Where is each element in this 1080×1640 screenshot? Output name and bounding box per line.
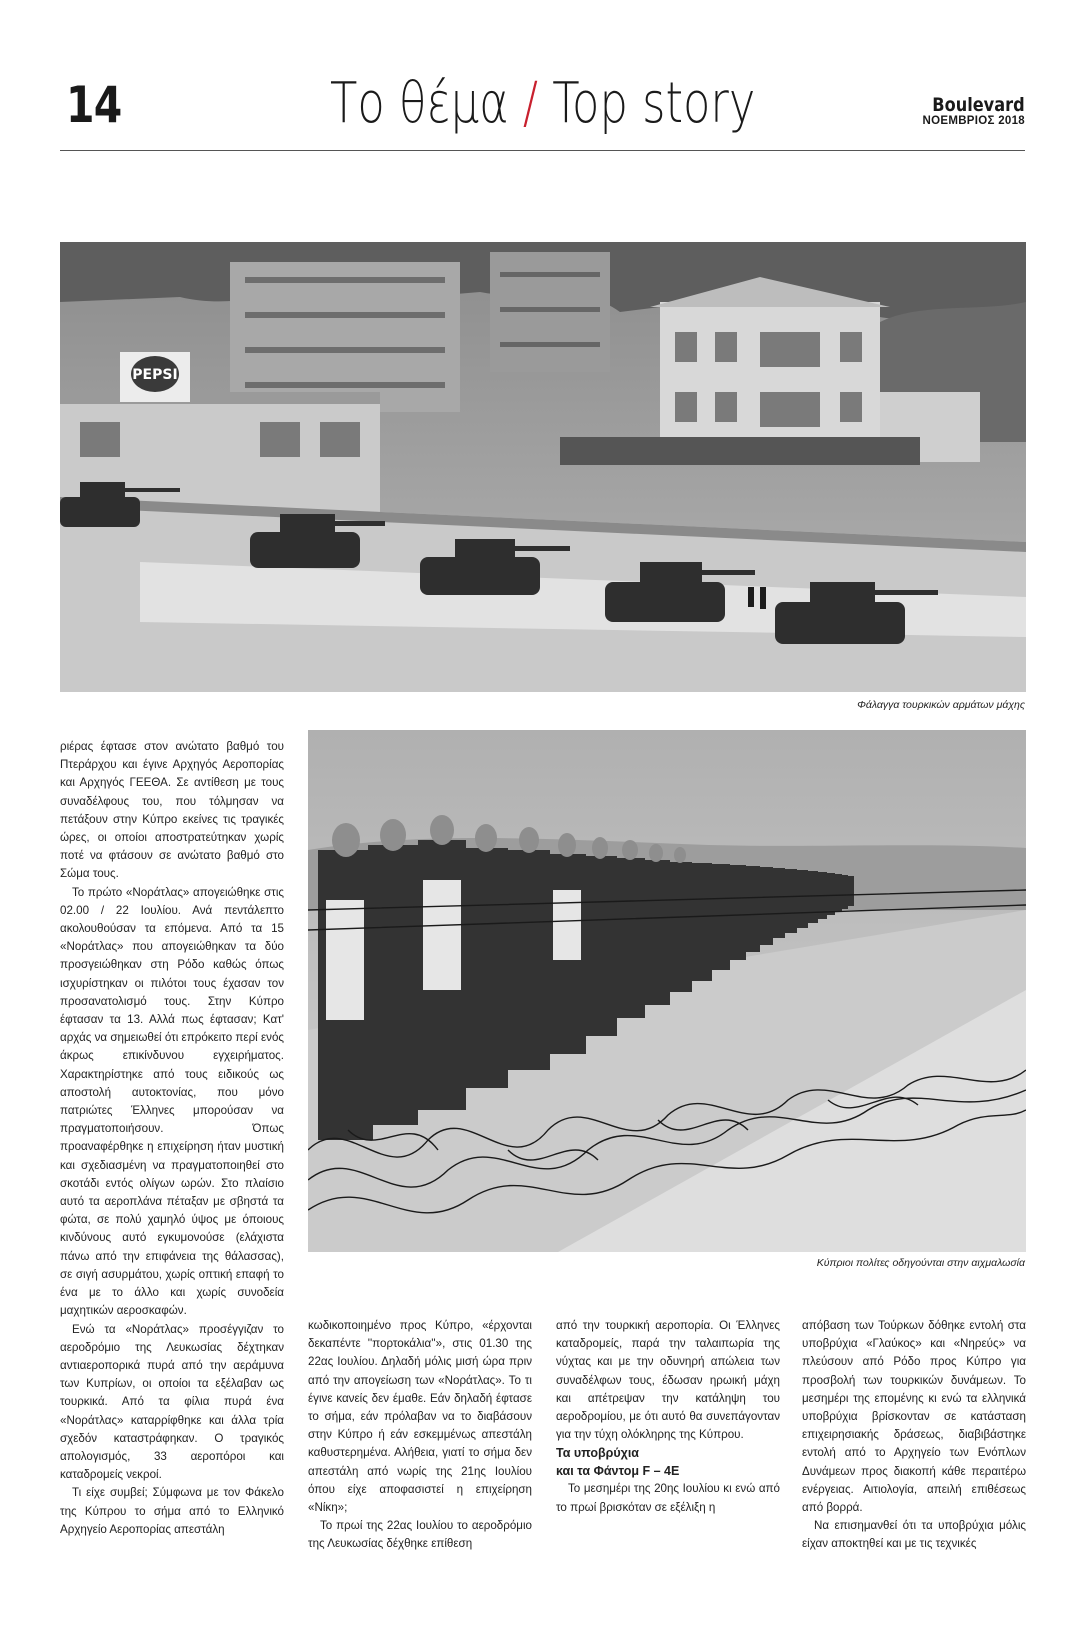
masthead xyxy=(916,96,1025,128)
section-title-greek: Το θέμα xyxy=(330,71,509,136)
paragraph: ριέρας έφτασε στον ανώτατο βαθμό του Πτεράρχου και έγινε Αρχηγός Αεροπορίας και Αρχηγός ΓΕΕΘΑ. Σε αντίθεση με τους συναδέλφους του, που τόλμησαν να πετάξουν στην Κύπρο εκείνες τις τραγικές ώρες, οι οποίοι αποστρατεύτηκαν χωρίς ποτέ να φτάσουν σε ανώτατο βαθμό στο Σώμα τους. xyxy=(60,740,284,881)
section-title-english: Top story xyxy=(552,71,756,136)
paragraph: Το πρωί της 22ας Ιουλίου το αεροδρόμιο της Λευκωσίας δέχθηκε επίθεση xyxy=(308,1519,532,1551)
paragraph: κωδικοποιημένο προς Κύπρο, «έρχονται δεκαπέντε ''πορτοκάλια''», στις 01.30 της 22ας Ιουλίου. Δηλαδή μόλις μισή ώρα πριν από την απογείωση των «Νοράτλας». Το τι έγινε κανείς δεν έμαθε. Εάν δηλαδή έφτασε το σήμα, εάν πρόλαβαν να το διαβάσουν στην Κύπρο ή εάν εσκεμμένως απεστάλη καθυστερημένα. Αλήθεια, γιατί το σήμα δεν απεστάλη από νωρίς της 21ης Ιουλίου όπου είχε αποφασιστεί η επιχείρηση «Νίκη»; xyxy=(308,1319,532,1515)
issue-date: ΝΟΕΜΒΡΙΟΣ 2018 xyxy=(922,115,1025,127)
subheading xyxy=(556,1444,780,1480)
page-number: 14 xyxy=(66,76,122,134)
prisoners-image xyxy=(308,730,1026,1252)
article-column-4 xyxy=(802,1317,1026,1554)
subheading-line-2: και τα Φάντομ F – 4E xyxy=(556,1464,680,1479)
tank-column-photo xyxy=(60,242,1026,692)
article-column-3 xyxy=(556,1317,780,1517)
paragraph: Το μεσημέρι της 20ης Ιουλίου κι ενώ από το πρωί βρισκόταν σε εξέλιξη η xyxy=(556,1482,780,1514)
pepsi-sign-text: PEPSI xyxy=(132,367,178,383)
prisoners-photo xyxy=(308,730,1026,1252)
prisoners-photo-caption: Κύπριοι πολίτες οδηγούνται στην αιχμαλωσία xyxy=(816,1257,1025,1269)
paragraph: Τι είχε συμβεί; Σύμφωνα με τον Φάκελο της Κύπρου το σήμα από το Ελληνικό Αρχηγείο Αεροπορίας απεστάλη xyxy=(60,1486,284,1536)
paragraph: Το πρώτο «Νοράτλας» απογειώθηκε στις 02.00 / 22 Ιουλίου. Ανά πεντάλεπτο ακολουθούσαν τα επόμενα. Από τα 15 «Νοράτλας» που απογειώθηκαν τα δύο προσγειώθηκαν στη Ρόδο καθώς όπως ισχυρίστηκαν οι πιλότοι τους έχασαν τον προσανατολισμό τους. Στην Κύπρο έφτασαν τα 13. Αλλά πως έφτασαν; Κατ' αρχάς να σημειωθεί ότι επρόκειτο περί ενός άκρως επικίνδυνου εγχειρήματος. Χαρακτηρίστηκε από τους ειδικούς ως αποστολή αυτοκτονίας, που μόνο πατριώτες Έλληνες μπορούσαν να πραγματοποιήσουν. Όπως προαναφέρθηκε η επιχείρηση ήταν μυστική και σχεδιασμένη να πραγματοποιηθεί στο σκοτάδι εντός ολίγων ωρών. Στο πλαίσιο αυτό τα αεροπλάνα πέταξαν με σβηστά τα φώτα, σε πολύ χαμηλό ύψος με όποιους κινδύνους αυτό εγκυμονούσε (ελάχιστα πάνω από την επιφάνεια της θάλασσας), σε σιγή ασυρμάτου, χωρίς οπτική επαφή το ένα με το άλλο και χωρίς συνοδεία μαχητικών αεροσκαφών. xyxy=(60,885,284,1318)
section-title xyxy=(330,71,756,136)
paragraph: Να επισημανθεί ότι τα υποβρύχια μόλις είχαν αποκτηθεί και με τις τεχνικές xyxy=(802,1519,1026,1551)
brand-logo: Boulevard xyxy=(932,94,1025,116)
header-divider xyxy=(60,150,1025,151)
article-column-1 xyxy=(60,738,284,1539)
subheading-line-1: Τα υποβρύχια xyxy=(556,1446,639,1461)
article-column-2 xyxy=(308,1317,532,1554)
tank-photo-caption: Φάλαγγα τουρκικών αρμάτων μάχης xyxy=(857,699,1025,711)
tank-column-image xyxy=(60,242,1026,692)
paragraph: απόβαση των Τούρκων δόθηκε εντολή στα υποβρύχια «Γλαύκος» και «Νηρεύς» να πλεύσουν από Ρόδο προς Κύπρο για προσβολή των τουρκικών δυνάμεων. Το μεσημέρι της επομένης κι ενώ τα ελληνικά υποβρύχια βρίσκονταν σε κατάσταση επιχειρησιακής δράσεως, διαβιβάστηκε εντολή από το Αρχηγείο των Ενόπλων Δυνάμεων προς διακοπή κάθε περαιτέρω ενέργειας. Αιτιολογία, απειλή επιθέσεως από βορρά. xyxy=(802,1319,1026,1515)
paragraph: Ενώ τα «Νοράτλας» προσέγγιζαν το αεροδρόμιο της Λευκωσίας δέχτηκαν αντιαεροπορικά πυρά από την αεράμυνα των Κυπρίων, οι οποίοι τα εξέλαβαν ως τουρκικά. Από τα φίλια πυρά ένα «Νοράτλας» καταρρίφθηκε και άλλα τρία σχεδόν καταστράφηκαν. Ο τραγικός απολογισμός, 33 αεροπόροι και καταδρομείς νεκροί. xyxy=(60,1322,284,1482)
paragraph: από την τουρκική αεροπορία. Οι Έλληνες καταδρομείς, παρά την ταλαιπωρία της νύχτας και με την οδυνηρή απώλεια των συναδέλφων τους, έδωσαν ηρωική μάχη και απέτρεψαν την κατάληψη του αεροδρομίου, με ότι αυτό θα συνεπάγονταν για την τύχη ολόκληρης της Κύπρου. xyxy=(556,1319,780,1442)
section-title-separator: / xyxy=(522,71,539,136)
